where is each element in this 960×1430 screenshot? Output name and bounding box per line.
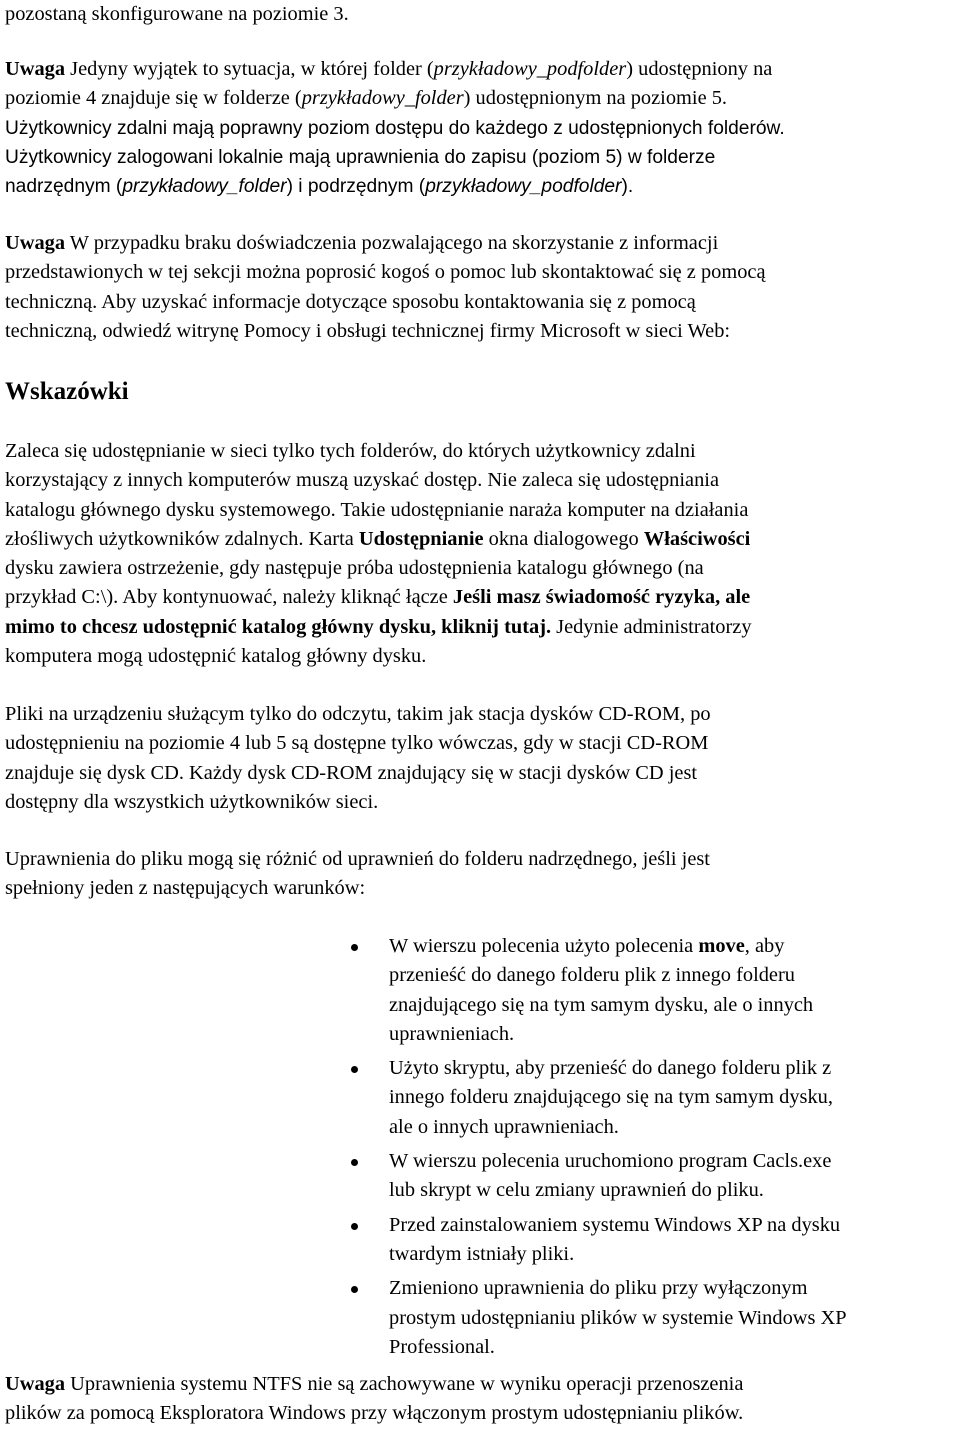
risk-link-text-part-1: Jeśli masz świadomość ryzyka, ale (452, 586, 751, 609)
note-3-line-2: plików za pomocą Eksploratora Windows przy włączonym prostym udostępnianiu plików. (5, 1402, 744, 1425)
note-1-line-2: poziomie 4 znajduje się w folderze (przykładowy_folder) udostępnionym na poziomie 5. (5, 87, 728, 110)
tips-line-2: korzystający z innych komputerów muszą uzyskać dostęp. Nie zaleca się udostępniania (5, 469, 719, 492)
permissions-line-2: spełniony jeden z następujących warunków: (5, 877, 366, 900)
note-2-line-4: techniczną, odwiedź witrynę Pomocy i obsługi technicznej firmy Microsoft w sieci Web: (5, 319, 731, 342)
bullet-icon (351, 1159, 358, 1166)
bullet-icon (351, 1223, 358, 1230)
bullet-icon (351, 944, 358, 951)
note-paragraph-2 (5, 229, 960, 346)
list-item: W wierszu polecenia użyto polecenia move, aby przenieść do danego folderu plik z innego folderu znajdującego się na tym samym dysku, ale o innych uprawnieniach. (389, 932, 960, 1049)
tips-paragraph (5, 437, 960, 671)
tips-line-3: katalogu głównego dysku systemowego. Takie udostępnianie naraża komputer na działania (5, 498, 749, 521)
risk-link-text-part-2: mimo to chcesz udostępnić katalog główny dysku, kliknij tutaj. (5, 615, 552, 638)
cdrom-paragraph (5, 700, 960, 817)
permissions-line-1: Uprawnienia do pliku mogą się różnić od uprawnień do folderu nadrzędnego, jeśli jest (5, 848, 710, 870)
top-fragment-text: pozostaną skonfigurowane na poziomie 3. (5, 3, 349, 25)
tips-line-8: komputera mogą udostępnić katalog główny dysku. (5, 645, 427, 668)
cdrom-line-1: Pliki na urządzeniu służącym tylko do odczytu, takim jak stacja dysków CD-ROM, po (5, 703, 711, 725)
list-item: Zmieniono uprawnienia do pliku przy wyłączonym prostym udostępnianiu plików w systemie Windows XP Professional. (389, 1274, 960, 1362)
cdrom-line-2: udostępnieniu na poziomie 4 lub 5 są dostępne tylko wówczas, gdy w stacji CD-ROM (5, 732, 709, 755)
note-2-line-2: przedstawionych w tej sekcji można poprosić kogoś o pomoc lub skontaktować się z pomocą (5, 261, 766, 284)
tips-line-1: Zaleca się udostępnianie w sieci tylko tych folderów, do których użytkownicy zdalni (5, 440, 696, 462)
list-item: Użyto skryptu, aby przenieść do danego folderu plik z innego folderu znajdującego się na tym samym dysku, ale o innych uprawnieniach. (389, 1054, 960, 1142)
tips-line-6: przykład C:\). Aby kontynuować, należy kliknąć łącze Jeśli masz świadomość ryzyka, ale (5, 586, 751, 609)
section-heading: Wskazówki (5, 378, 129, 405)
note-label: Uwaga (5, 1373, 66, 1395)
bullet-icon (351, 1286, 358, 1293)
note-label: Uwaga (5, 232, 66, 254)
tips-line-5: dysku zawiera ostrzeżenie, gdy następuje próba udostępnienia katalogu głównego (na (5, 557, 704, 580)
sharing-tab-name: Udostępnianie (358, 527, 484, 550)
cdrom-line-3: znajduje się dysk CD. Każdy dysk CD-ROM znajdujący się w stacji dysków CD jest (5, 761, 698, 784)
note-label: Uwaga (5, 58, 66, 80)
bullet-icon (351, 1066, 358, 1073)
note-2-line-3: techniczną. Aby uzyskać informacje dotyczące sposobu kontaktowania się z pomocą (5, 290, 696, 313)
note-paragraph-1 (5, 55, 960, 201)
list-item: Przed zainstalowaniem systemu Windows XP na dysku twardym istniały pliki. (389, 1211, 960, 1270)
note-paragraph-3 (5, 1370, 960, 1429)
tips-line-7: mimo to chcesz udostępnić katalog główny dysku, kliknij tutaj. Jedynie administratorzy (5, 615, 752, 638)
cdrom-line-4: dostępny dla wszystkich użytkowników sieci. (5, 790, 379, 813)
note-2-line-1: Uwaga W przypadku braku doświadczenia pozwalającego na skorzystanie z informacji (5, 232, 719, 254)
note-1-line-4: Użytkownicy zalogowani lokalnie mają uprawnienia do zapisu (poziom 5) w folderze (5, 146, 716, 168)
note-1-line-5: nadrzędnym (przykładowy_folder) i podrzędnym (przykładowy_podfolder). (5, 176, 634, 198)
list-item: W wierszu polecenia uruchomiono program Cacls.exe lub skrypt w celu zmiany uprawnień do pliku. (389, 1147, 960, 1206)
top-fragment-paragraph (5, 0, 960, 29)
note-3-line-1: Uwaga Uprawnienia systemu NTFS nie są zachowywane w wyniku operacji przenoszenia (5, 1373, 744, 1395)
note-1-line-3: Użytkownicy zdalni mają poprawny poziom dostępu do każdego z udostępnionych folderów. (5, 117, 785, 139)
tips-line-4: złośliwych użytkowników zdalnych. Karta Udostępnianie okna dialogowego Właściwości (5, 527, 751, 550)
note-1-line-1: Uwaga Jedyny wyjątek to sytuacja, w której folder (przykładowy_podfolder) udostępniony na (5, 58, 773, 80)
permissions-paragraph (5, 845, 960, 904)
properties-dialog-name: Właściwości (643, 527, 751, 550)
move-command: move (698, 935, 745, 957)
conditions-list (389, 932, 960, 1362)
